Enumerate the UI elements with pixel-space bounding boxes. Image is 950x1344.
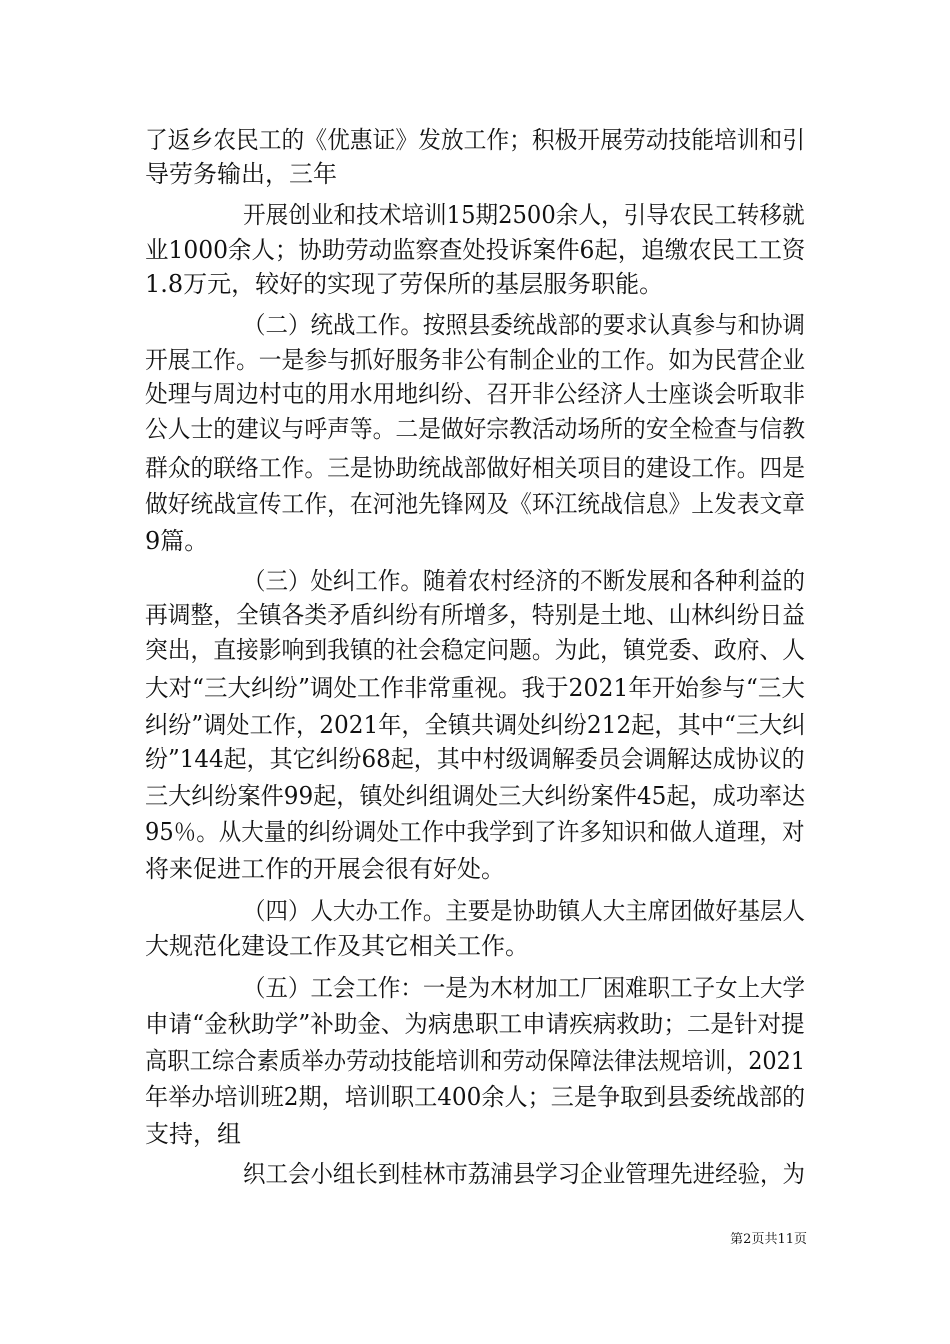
body-line: 突出，直接影响到我镇的社会稳定问题。为此，镇党委、政府、人 [145, 636, 806, 664]
body-line: 将来促进工作的开展会很有好处。 [145, 855, 505, 883]
body-line: 年举办培训班2期，培训职工400余人；三是争取到县委统战部的 [145, 1083, 806, 1111]
body-line: 再调整，全镇各类矛盾纠纷有所增多，特别是土地、山林纠纷日益 [145, 601, 806, 629]
body-line: 纠纷”调处工作，2021年，全镇共调处纠纷212起，其中“三大纠 [145, 711, 806, 739]
body-line: 了返乡农民工的《优惠证》发放工作；积极开展劳动技能培训和引 [145, 126, 806, 154]
body-line: 纷”144起，其它纠纷68起，其中村级调解委员会调解达成协议的 [145, 745, 805, 773]
body-line: 申请“金秋助学”补助金、为病患职工申请疾病救助；二是针对提 [145, 1010, 805, 1038]
body-line: 群众的联络工作。三是协助统战部做好相关项目的建设工作。四是 [145, 454, 806, 482]
body-line: 业1000余人；协助劳动监察查处投诉案件6起，追缴农民工工资 [145, 236, 806, 264]
body-line: （五）工会工作：一是为木材加工厂困难职工子女上大学 [243, 974, 806, 1002]
body-line: 公人士的建议与呼声等。二是做好宗教活动场所的安全检查与信教 [145, 415, 806, 443]
body-line: 开展创业和技术培训15期2500余人，引导农民工转移就 [243, 201, 805, 229]
body-line: 支持，组 [145, 1120, 241, 1148]
body-line: 导劳务输出，三年 [145, 160, 337, 188]
body-line: 做好统战宣传工作，在河池先锋网及《环江统战信息》上发表文章 [145, 490, 806, 518]
body-line: 9篇。 [145, 527, 209, 555]
body-line: 大对“三大纠纷”调处工作非常重视。我于2021年开始参与“三大 [145, 674, 805, 702]
body-line: 大规范化建设工作及其它相关工作。 [145, 932, 529, 960]
body-line: 95％。从大量的纠纷调处工作中我学到了许多知识和做人道理，对 [145, 818, 805, 846]
body-line: 织工会小组长到桂林市荔浦县学习企业管理先进经验，为 [243, 1160, 806, 1188]
body-line: 开展工作。一是参与抓好服务非公有制企业的工作。如为民营企业 [145, 346, 806, 374]
body-line: （四）人大办工作。主要是协助镇人大主席团做好基层人 [243, 897, 806, 925]
body-line: 1.8万元，较好的实现了劳保所的基层服务职能。 [145, 270, 664, 298]
body-line: （二）统战工作。按照县委统战部的要求认真参与和协调 [243, 311, 806, 339]
body-line: 三大纠纷案件99起，镇处纠组调处三大纠纷案件45起，成功率达 [145, 782, 806, 810]
page-number-footer: 第2页共11页 [730, 1232, 807, 1247]
body-line: 高职工综合素质举办劳动技能培训和劳动保障法律法规培训，2021 [145, 1047, 806, 1075]
body-line: （三）处纠工作。随着农村经济的不断发展和各种利益的 [243, 567, 806, 595]
body-line: 处理与周边村屯的用水用地纠纷、召开非公经济人士座谈会听取非 [145, 380, 806, 408]
